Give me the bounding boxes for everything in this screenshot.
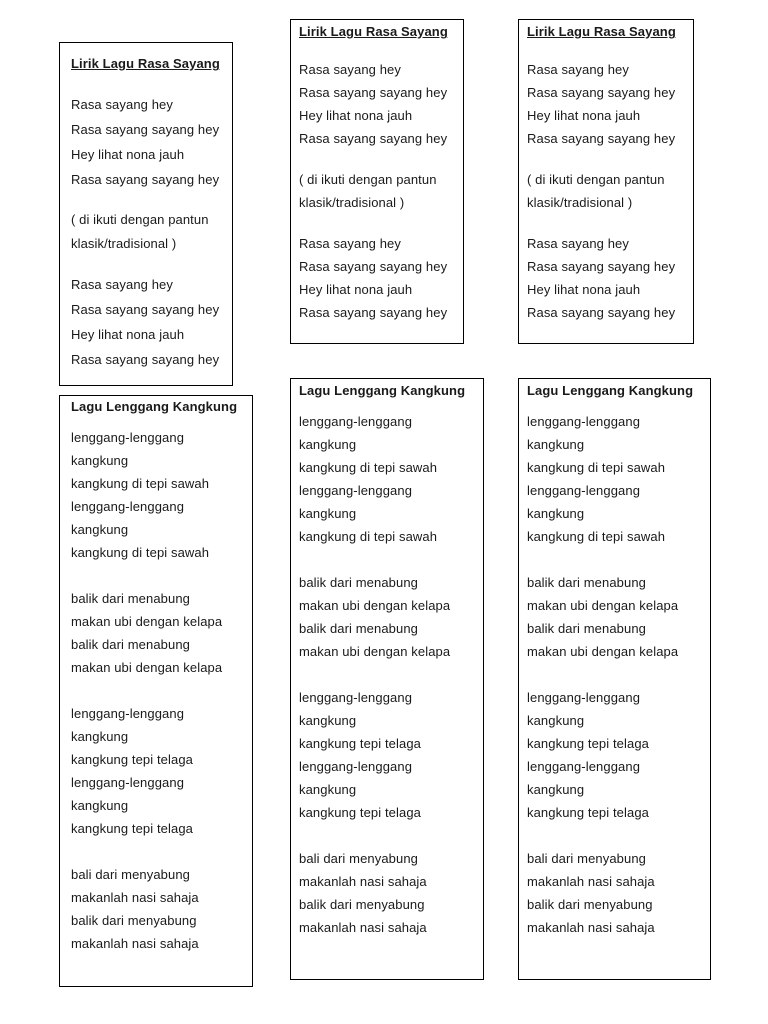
lyric-line: kangkung tepi telaga bbox=[527, 805, 649, 820]
lenggang-kangkung-card-3 bbox=[518, 378, 711, 980]
lyric-line: kangkung tepi telaga bbox=[299, 736, 421, 751]
lyric-line: makan ubi dengan kelapa bbox=[71, 614, 223, 629]
lyric-line: kangkung bbox=[527, 782, 585, 797]
lyric-line: Rasa sayang sayang hey bbox=[299, 131, 448, 146]
lyric-line: Rasa sayang sayang hey bbox=[299, 259, 448, 274]
lyric-line: kangkung bbox=[299, 782, 357, 797]
lyric-line: lenggang-lenggang bbox=[299, 414, 413, 429]
lyric-line: lenggang-lenggang bbox=[527, 759, 641, 774]
lk-stanza-2 bbox=[299, 571, 479, 663]
lyric-line: kangkung bbox=[71, 453, 129, 468]
lyric-line: Rasa sayang hey bbox=[299, 62, 401, 77]
rasa-sayang-title: Lirik Lagu Rasa Sayang bbox=[527, 24, 676, 39]
rasa-sayang-stanza-2 bbox=[71, 272, 228, 372]
lyric-line: Rasa sayang sayang hey bbox=[71, 302, 220, 317]
lyric-line: Rasa sayang sayang hey bbox=[299, 305, 448, 320]
lyric-line: kangkung tepi telaga bbox=[71, 752, 193, 767]
note-line: klasik/tradisional ) bbox=[71, 236, 177, 251]
lenggang-kangkung-card-1 bbox=[59, 395, 253, 987]
lyric-line: bali dari menyabung bbox=[299, 851, 418, 866]
lyric-line: balik dari menabung bbox=[527, 621, 646, 636]
lyric-line: kangkung tepi telaga bbox=[71, 821, 193, 836]
lyric-line: Rasa sayang hey bbox=[527, 236, 629, 251]
lk-stanza-3 bbox=[299, 686, 479, 824]
lyric-line: kangkung bbox=[71, 522, 129, 537]
lenggang-kangkung-card-2 bbox=[290, 378, 484, 980]
lyric-line: makanlah nasi sahaja bbox=[71, 936, 199, 951]
lyric-line: makan ubi dengan kelapa bbox=[299, 644, 451, 659]
lyric-line: makan ubi dengan kelapa bbox=[71, 660, 223, 675]
rasa-sayang-stanza-1 bbox=[299, 58, 459, 150]
lyric-line: Rasa sayang sayang hey bbox=[71, 122, 220, 137]
lyric-line: Rasa sayang sayang hey bbox=[527, 131, 676, 146]
lyric-line: Rasa sayang sayang hey bbox=[71, 352, 220, 367]
lyric-line: lenggang-lenggang bbox=[299, 690, 413, 705]
note-line: ( di ikuti dengan pantun bbox=[299, 172, 437, 187]
lyric-line: kangkung tepi telaga bbox=[527, 736, 649, 751]
lyric-line: Hey lihat nona jauh bbox=[299, 108, 413, 123]
lyric-line: kangkung di tepi sawah bbox=[299, 529, 438, 544]
lyric-line: Hey lihat nona jauh bbox=[71, 327, 185, 342]
rasa-sayang-stanza-2 bbox=[527, 232, 689, 324]
lyric-line: balik dari menyabung bbox=[299, 897, 425, 912]
lyric-line: Rasa sayang hey bbox=[527, 62, 629, 77]
lyric-line: kangkung bbox=[71, 729, 129, 744]
lyric-line: lenggang-lenggang bbox=[71, 706, 185, 721]
lyric-line: makan ubi dengan kelapa bbox=[527, 644, 679, 659]
rasa-sayang-note bbox=[71, 208, 228, 256]
lyric-line: bali dari menyabung bbox=[527, 851, 646, 866]
lyric-line: makanlah nasi sahaja bbox=[527, 920, 655, 935]
lyric-line: balik dari menabung bbox=[527, 575, 646, 590]
lyric-line: Rasa sayang hey bbox=[71, 97, 173, 112]
lyric-line: balik dari menabung bbox=[299, 575, 418, 590]
lk-stanza-4 bbox=[299, 847, 479, 939]
lyric-line: lenggang-lenggang bbox=[527, 690, 641, 705]
lyric-line: Rasa sayang sayang hey bbox=[527, 259, 676, 274]
lyric-line: makan ubi dengan kelapa bbox=[527, 598, 679, 613]
lyric-line: lenggang-lenggang bbox=[299, 759, 413, 774]
lyric-line: balik dari menabung bbox=[71, 591, 190, 606]
lk-stanza-1 bbox=[71, 426, 248, 564]
lyric-line: kangkung bbox=[299, 437, 357, 452]
lyric-line: kangkung tepi telaga bbox=[299, 805, 421, 820]
lyric-line: balik dari menabung bbox=[299, 621, 418, 636]
lyric-line: Rasa sayang sayang hey bbox=[71, 172, 220, 187]
lk-stanza-1 bbox=[527, 410, 706, 548]
lyric-line: Hey lihat nona jauh bbox=[527, 282, 641, 297]
lyric-line: makanlah nasi sahaja bbox=[527, 874, 655, 889]
lyric-line: lenggang-lenggang bbox=[71, 430, 185, 445]
lyric-line: makan ubi dengan kelapa bbox=[299, 598, 451, 613]
lyric-line: lenggang-lenggang bbox=[527, 414, 641, 429]
lk-stanza-3 bbox=[71, 702, 248, 840]
lyric-line: makanlah nasi sahaja bbox=[299, 874, 427, 889]
lk-stanza-4 bbox=[71, 863, 248, 955]
lyric-line: kangkung di tepi sawah bbox=[527, 529, 666, 544]
lyric-line: balik dari menyabung bbox=[71, 913, 197, 928]
lyric-line: Rasa sayang hey bbox=[71, 277, 173, 292]
note-line: ( di ikuti dengan pantun bbox=[71, 212, 209, 227]
lyric-line: lenggang-lenggang bbox=[527, 483, 641, 498]
lyric-line: Rasa sayang sayang hey bbox=[299, 85, 448, 100]
rasa-sayang-title: Lirik Lagu Rasa Sayang bbox=[71, 56, 220, 71]
rasa-sayang-card-2 bbox=[290, 19, 464, 344]
lyric-line: kangkung di tepi sawah bbox=[71, 545, 210, 560]
note-line: klasik/tradisional ) bbox=[527, 195, 633, 210]
lyric-line: kangkung di tepi sawah bbox=[71, 476, 210, 491]
lyric-line: Hey lihat nona jauh bbox=[299, 282, 413, 297]
lyric-line: Rasa sayang sayang hey bbox=[527, 85, 676, 100]
lyric-line: kangkung bbox=[527, 713, 585, 728]
rasa-sayang-note bbox=[299, 168, 459, 214]
lyric-line: lenggang-lenggang bbox=[71, 775, 185, 790]
lyric-line: kangkung bbox=[71, 798, 129, 813]
lyric-line: Rasa sayang hey bbox=[299, 236, 401, 251]
note-line: klasik/tradisional ) bbox=[299, 195, 405, 210]
rasa-sayang-stanza-1 bbox=[527, 58, 689, 150]
rasa-sayang-note bbox=[527, 168, 689, 214]
lyric-line: balik dari menyabung bbox=[527, 897, 653, 912]
lyric-line: makanlah nasi sahaja bbox=[299, 920, 427, 935]
lyric-line: makanlah nasi sahaja bbox=[71, 890, 199, 905]
lk-stanza-3 bbox=[527, 686, 706, 824]
lyric-line: kangkung bbox=[527, 437, 585, 452]
lk-stanza-2 bbox=[527, 571, 706, 663]
lyric-line: lenggang-lenggang bbox=[71, 499, 185, 514]
lk-stanza-4 bbox=[527, 847, 706, 939]
rasa-sayang-stanza-1 bbox=[71, 92, 228, 192]
lyric-line: kangkung di tepi sawah bbox=[527, 460, 666, 475]
lyric-line: kangkung di tepi sawah bbox=[299, 460, 438, 475]
rasa-sayang-card-1 bbox=[59, 42, 233, 386]
lyric-line: kangkung bbox=[299, 713, 357, 728]
lyric-line: lenggang-lenggang bbox=[299, 483, 413, 498]
lenggang-kangkung-title: Lagu Lenggang Kangkung bbox=[299, 383, 466, 398]
rasa-sayang-stanza-2 bbox=[299, 232, 459, 324]
lyric-line: Hey lihat nona jauh bbox=[71, 147, 185, 162]
lyric-line: Rasa sayang sayang hey bbox=[527, 305, 676, 320]
lyric-line: kangkung bbox=[299, 506, 357, 521]
rasa-sayang-title: Lirik Lagu Rasa Sayang bbox=[299, 24, 448, 39]
lyric-line: balik dari menabung bbox=[71, 637, 190, 652]
lk-stanza-1 bbox=[299, 410, 479, 548]
rasa-sayang-card-3 bbox=[518, 19, 694, 344]
lenggang-kangkung-title: Lagu Lenggang Kangkung bbox=[527, 383, 694, 398]
lyric-line: Hey lihat nona jauh bbox=[527, 108, 641, 123]
lk-stanza-2 bbox=[71, 587, 248, 679]
note-line: ( di ikuti dengan pantun bbox=[527, 172, 665, 187]
lyric-line: bali dari menyabung bbox=[71, 867, 190, 882]
lyric-line: kangkung bbox=[527, 506, 585, 521]
lenggang-kangkung-title: Lagu Lenggang Kangkung bbox=[71, 399, 238, 414]
